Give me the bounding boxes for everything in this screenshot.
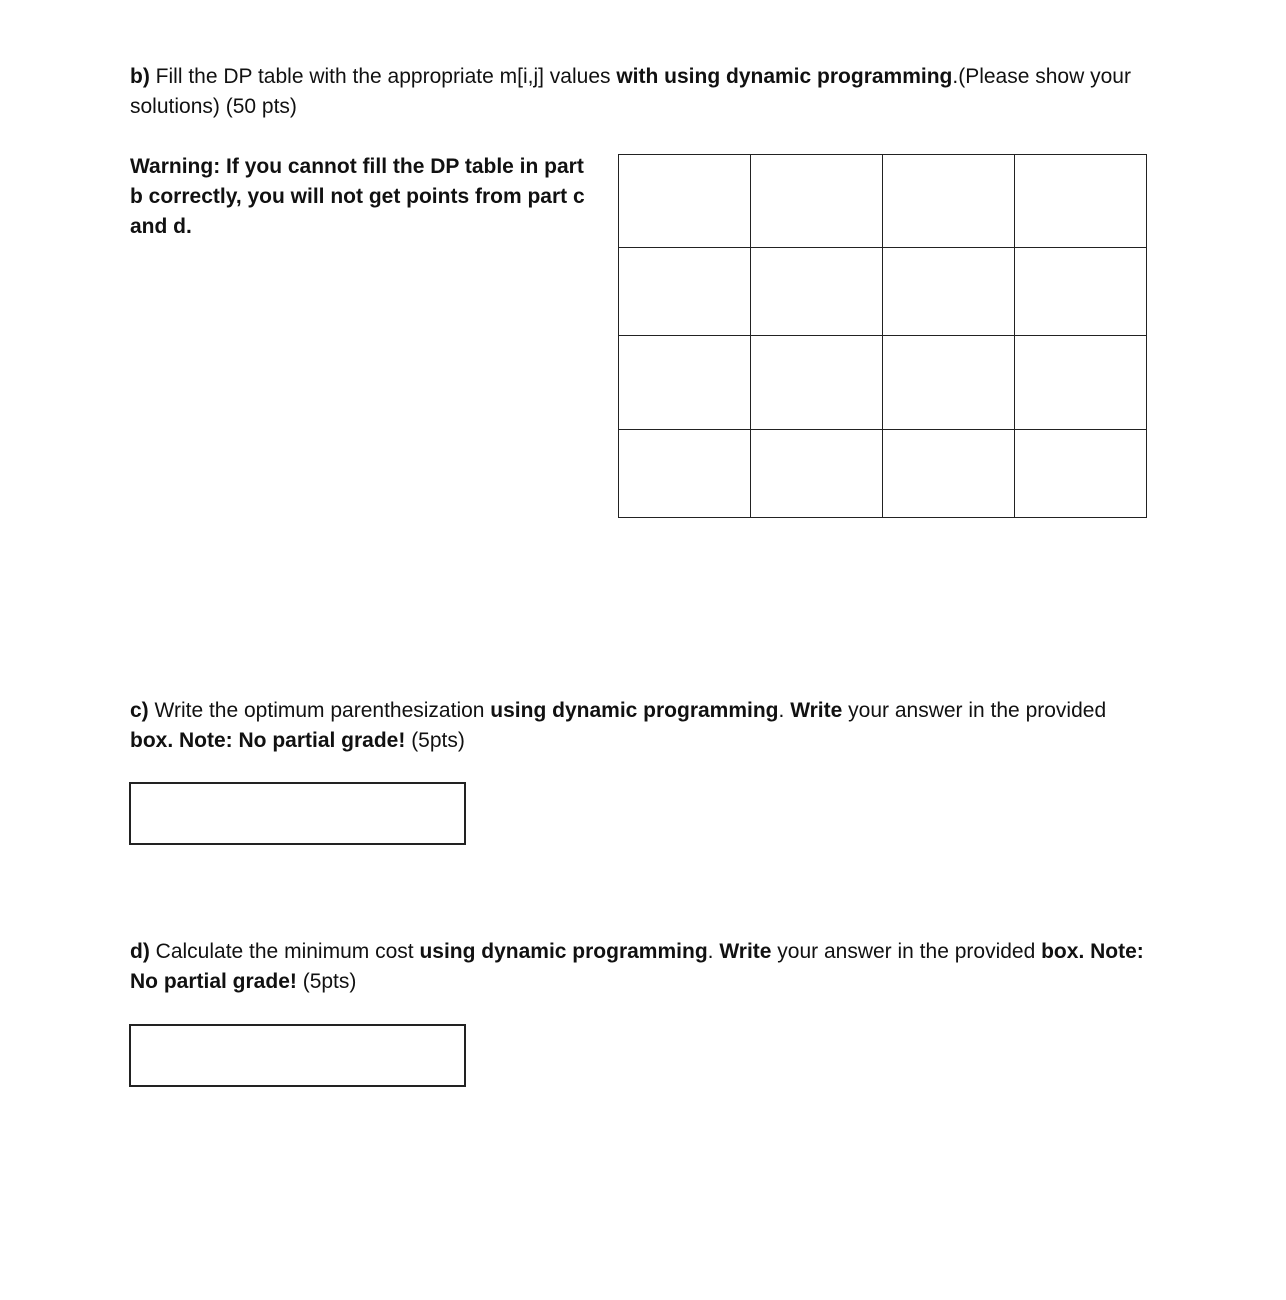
dp-table-cell[interactable] [883, 248, 1015, 336]
part-d-bold-2: Write [719, 940, 772, 963]
part-c-label: c) [130, 699, 149, 722]
part-d-bold-1: using dynamic programming [419, 940, 708, 963]
part-d-label: d) [130, 940, 150, 963]
dp-table-cell[interactable] [883, 155, 1015, 248]
part-b-label: b) [130, 65, 150, 88]
part-c-bold-1: using dynamic programming [490, 699, 779, 722]
part-b-text-1: Fill the DP table with the appropriate m[i,j] values [149, 65, 617, 88]
question-part-d [130, 937, 1170, 997]
part-c-bold-2: Write [790, 699, 843, 722]
part-b-text-2: .(Please show your solutions) (50 pts) [130, 65, 1131, 118]
dp-table-cell[interactable] [751, 336, 883, 430]
dp-table-cell[interactable] [619, 155, 751, 248]
part-d-text-3: your answer in the provided [771, 940, 1042, 963]
dp-table-row [619, 248, 1147, 336]
part-d-bold-3: box. Note: No partial grade! [130, 940, 1144, 993]
part-d-text-1: Calculate the minimum cost [149, 940, 420, 963]
dp-table-cell[interactable] [1015, 336, 1147, 430]
part-d-text-4: (5pts) [296, 970, 357, 993]
question-part-c [130, 696, 1130, 756]
part-c-text-3: your answer in the provided [842, 699, 1107, 722]
dp-table-cell[interactable] [1015, 248, 1147, 336]
dp-table-cell[interactable] [751, 155, 883, 248]
part-d-text-2: . [707, 940, 720, 963]
dp-table-cell[interactable] [1015, 155, 1147, 248]
dp-table-cell[interactable] [619, 248, 751, 336]
dp-table-cell[interactable] [619, 430, 751, 518]
dp-table-row [619, 155, 1147, 248]
warning-note: Warning: If you cannot fill the DP table in part b correctly, you will not get points from part c and d. [130, 155, 585, 238]
dp-table-cell[interactable] [883, 336, 1015, 430]
minimum-cost-answer-box[interactable] [129, 1024, 466, 1087]
part-c-text-4: (5pts) [405, 729, 465, 752]
part-b-bold-1: with using dynamic programming [616, 65, 953, 88]
part-c-text-1: Write the optimum parenthesization [148, 699, 491, 722]
question-part-b [130, 62, 1160, 122]
dp-table [618, 154, 1147, 518]
dp-table-cell[interactable] [751, 430, 883, 518]
part-c-text-2: . [778, 699, 791, 722]
dp-table-cell[interactable] [1015, 430, 1147, 518]
dp-table-row [619, 430, 1147, 518]
dp-table-cell[interactable] [883, 430, 1015, 518]
parenthesization-answer-box[interactable] [129, 782, 466, 845]
dp-table-cell[interactable] [619, 336, 751, 430]
dp-table-cell[interactable] [751, 248, 883, 336]
part-c-bold-3: box. Note: No partial grade! [130, 729, 406, 752]
dp-table-row [619, 336, 1147, 430]
